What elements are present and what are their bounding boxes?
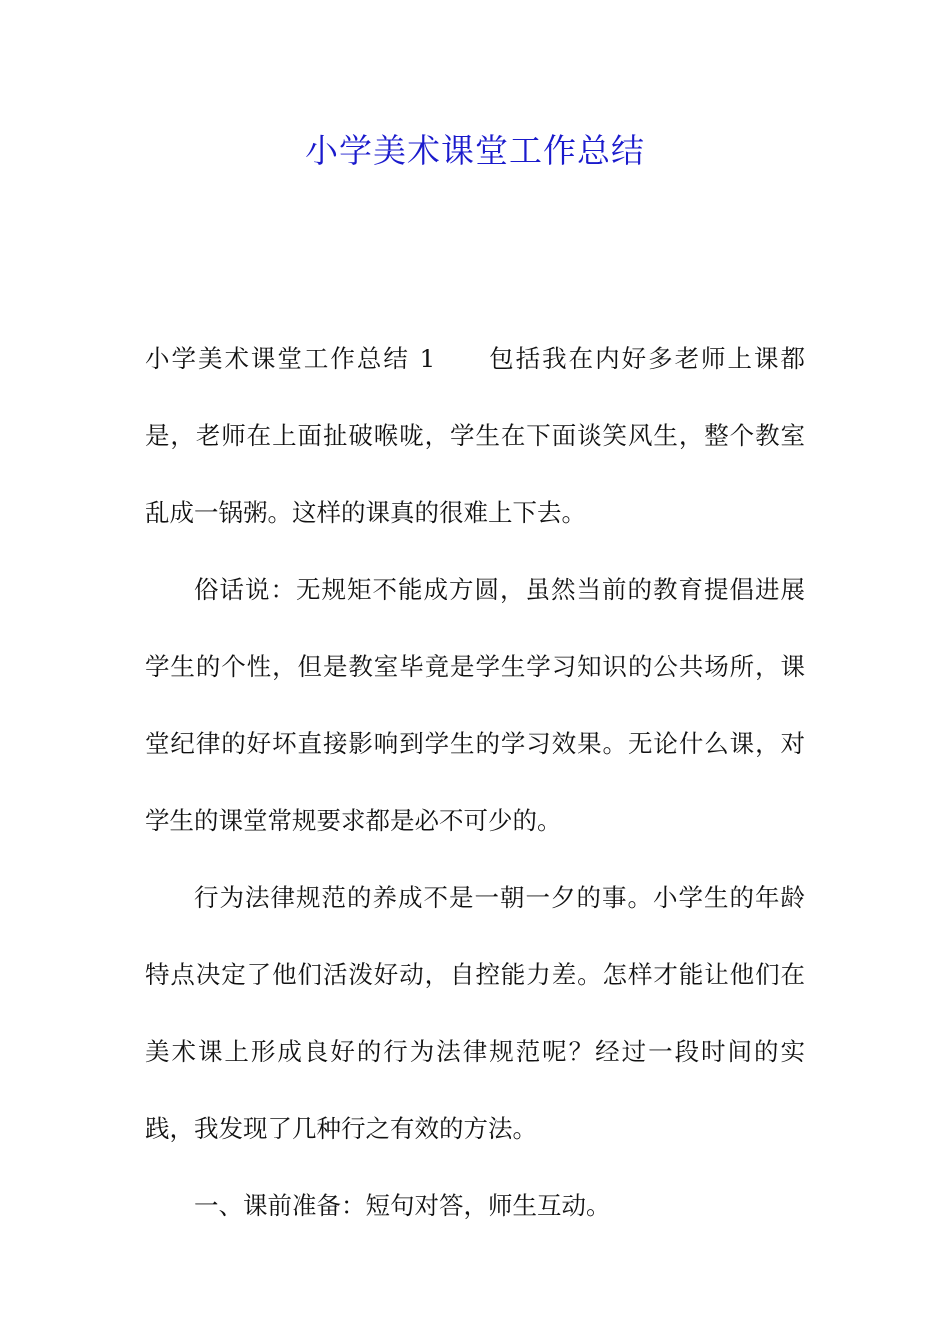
section-heading: 小学美术课堂工作总结 1 <box>145 344 436 373</box>
paragraph-1-text: 包括我在内好多老师上课都是，老师在上面扯破喉咙，学生在下面谈笑风生，整个教室乱成一锅粥。这样的课真的很难上下去。 <box>145 344 806 527</box>
document-body <box>145 320 805 1244</box>
document-title: 小学美术课堂工作总结 <box>305 131 645 170</box>
paragraph-1 <box>145 320 805 551</box>
paragraph-4: 一、课前准备：短句对答，师生互动。 <box>194 1191 611 1220</box>
paragraph-2: 俗话说：无规矩不能成方圆，虽然当前的教育提倡进展学生的个性，但是教室毕竟是学生学习知识的公共场所，课堂纪律的好坏直接影响到学生的学习效果。无论什么课，对学生的课堂常规要求都是必不可少的。 <box>145 575 805 835</box>
paragraph-3: 行为法律规范的养成不是一朝一夕的事。小学生的年龄特点决定了他们活泼好动，自控能力差。怎样才能让他们在美术课上形成良好的行为法律规范呢？经过一段时间的实践，我发现了几种行之有效的方法。 <box>145 883 805 1143</box>
